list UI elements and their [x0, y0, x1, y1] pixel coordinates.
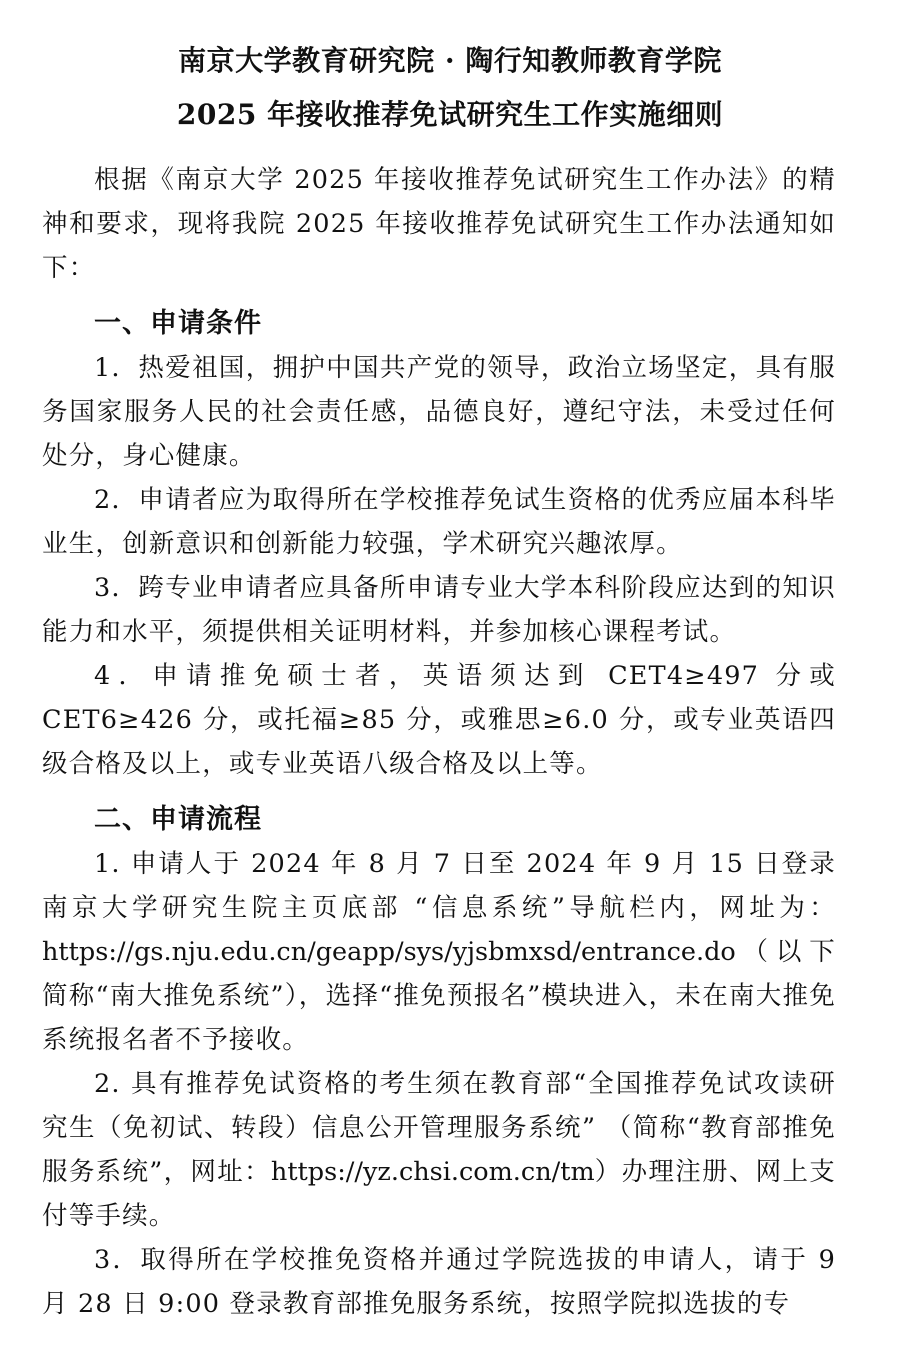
section-2-heading: 二、申请流程	[94, 804, 262, 835]
section-2-item-2-text-b: ）办理注册、网上支付等手续。	[42, 1157, 836, 1231]
section-2-item-2-text-a: 2. 具有推荐免试资格的考生须在教育部“全国推荐免试攻读研究生（免初试、转段）信息公开管理服务系统” （简称“教育部推免服务系统”，网址：	[42, 1069, 836, 1187]
section-1-heading: 一、申请条件	[94, 308, 262, 339]
intro-paragraph: 根据《南京大学 2025 年接收推荐免试研究生工作办法》的精神和要求，现将我院 2025 年接收推荐免试研究生工作办法通知如下：	[42, 165, 836, 283]
section-1-item-1: 1．热爱祖国，拥护中国共产党的领导，政治立场坚定，具有服务国家服务人民的社会责任感，品德良好，遵纪守法，未受过任何处分，身心健康。	[42, 353, 836, 471]
section-1-item-4: 4．申请推免硕士者，英语须达到 CET4≥497 分或 CET6≥426 分，或托福≥85 分，或雅思≥6.0 分，或专业英语四级合格及以上，或专业英语八级合格及以上等。	[42, 661, 836, 779]
graduate-system-url: https://gs.nju.edu.cn/geapp/sys/yjsbmxsd/entrance.do	[42, 937, 736, 967]
section-2-item-1	[42, 842, 836, 1062]
section-2-item-1-text-a: 1. 申请人于 2024 年 8 月 7 日至 2024 年 9 月 15 日登录南京大学研究生院主页底部 “信息系统”导航栏内，网址为：	[42, 849, 836, 923]
section-2-item-3: 3．取得所在学校推免资格并通过学院选拔的申请人，请于 9 月 28 日 9:00 登录教育部推免服务系统，按照学院拟选拔的专	[42, 1245, 836, 1319]
document-title-line-1: 南京大学教育研究院 · 陶行知教师教育学院	[178, 44, 722, 77]
document-title-line-2: 2025 年接收推荐免试研究生工作实施细则	[176, 98, 724, 131]
section-2-item-1-text-b: （以下简称“南大推免系统”），选择“推免预报名”模块进入，未在南大推免系统报名者不予接收。	[42, 937, 836, 1055]
section-1-item-2: 2．申请者应为取得所在学校推荐免试生资格的优秀应届本科毕业生，创新意识和创新能力较强，学术研究兴趣浓厚。	[42, 485, 836, 559]
section-2-item-2	[42, 1062, 836, 1238]
section-1-item-3: 3．跨专业申请者应具备所申请专业大学本科阶段应达到的知识能力和水平，须提供相关证明材料，并参加核心课程考试。	[42, 573, 836, 647]
chsi-system-url: https://yz.chsi.com.cn/tm	[270, 1157, 595, 1187]
